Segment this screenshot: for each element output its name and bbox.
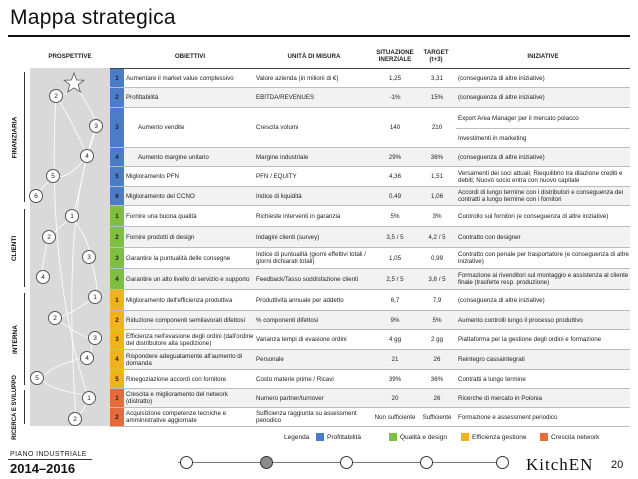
header-iniziative: INIZIATIVE (527, 52, 559, 60)
diagram-node-i2: 2 (48, 311, 62, 325)
objective-cell: Rispondere adeguatamente all'aumento di domanda (126, 352, 243, 367)
measure-cell: Costo materie prime / Ricavi (256, 375, 334, 383)
diagram-node-r2: 2 (68, 412, 82, 426)
perspective-finanziaria: FINANZIARIA (11, 116, 19, 158)
measure-cell: Indagini clienti (survey) (256, 233, 320, 241)
table-row (110, 248, 630, 269)
row-number: 1 (110, 69, 124, 87)
measure-cell: Produttività annuale per addetto (256, 296, 344, 304)
table-row (110, 227, 630, 248)
initiative-cell: Ricerche di mercato in Polonia (458, 394, 542, 402)
initiative-cell: Contratto con designer (458, 233, 521, 241)
objective-cell: Fornire prodotti di design (126, 233, 195, 241)
table-row (110, 330, 630, 350)
target-cell: 1,51 (430, 173, 444, 180)
footer-divider (8, 459, 92, 460)
legend-qualita: Qualità e design (400, 433, 447, 441)
measure-cell: Feedback/Tasso soddisfazione clienti (256, 275, 359, 283)
table-row (110, 206, 630, 227)
target-cell: 0,99 (430, 254, 444, 262)
measure-cell: Personale (256, 356, 284, 363)
legend-swatch-efficienza (461, 433, 469, 441)
diagram-node-c3: 3 (82, 250, 96, 264)
row-number: 1 (110, 206, 124, 226)
legend-swatch-redditivita (316, 433, 324, 441)
initiative-cell: Aumento controlli lungo il processo produttivo (458, 316, 583, 324)
kitchen-logo: KitchEN (526, 455, 594, 474)
cell-divider (456, 128, 630, 129)
progress-dot[interactable] (420, 456, 433, 469)
legend-efficienza: Efficienza gestione (472, 433, 527, 441)
baseline-cell: 5% (390, 212, 400, 220)
baseline-cell: 140 (389, 124, 401, 131)
objective-cell: Miglioramento del CCNO (126, 192, 195, 200)
progress-dot[interactable] (340, 456, 353, 469)
table-row (110, 187, 630, 206)
target-cell: 5% (432, 316, 442, 324)
table-row (110, 370, 630, 389)
target-cell: 36% (430, 153, 444, 161)
initiative-cell: (conseguenza di altre iniziative) (458, 74, 545, 82)
legend-redditivita: Profittabilità (327, 433, 361, 441)
target-cell: Sufficiente (422, 413, 452, 421)
perspective-clienti: CLIENTI (11, 235, 19, 261)
initiative-cell: Export Area Manager per il mercato polacco (458, 114, 579, 122)
target-cell: 7,9 (432, 296, 442, 304)
perspective-interna: INTERNA (11, 324, 19, 354)
table-row (110, 69, 630, 88)
row-number: 2 (110, 311, 124, 329)
target-cell: 36% (430, 375, 444, 383)
initiative-cell: Contratto con penale per trasportatore (e conseguenza di altre iniziative) (458, 251, 629, 265)
target-cell: 26 (433, 356, 441, 363)
baseline-cell: 1,05 (388, 254, 402, 262)
diagram-node-f5: 5 (46, 169, 60, 183)
initiative-cell: Piattaforma per la gestione degli ordini e formazione (458, 336, 602, 343)
row-number: 4 (110, 148, 124, 166)
objective-cell: Garantire la puntualità delle consegne (126, 254, 231, 262)
baseline-cell: 2,5 / 5 (386, 275, 404, 283)
progress-dot[interactable] (180, 456, 193, 469)
diagram-node-i4: 4 (80, 351, 94, 365)
initiative-cell: Contratti a lungo termine (458, 375, 526, 383)
diagram-node-f2: 2 (49, 89, 63, 103)
header-obiettivi: OBIETTIVI (174, 52, 206, 60)
page-title: Mappa strategica (10, 6, 176, 29)
baseline-cell: 39% (388, 375, 402, 383)
perspective-ricerca: RICERCA E SVILUPPO (11, 374, 18, 440)
diagram-node-f3: 3 (89, 119, 103, 133)
table-row (110, 167, 630, 187)
row-number: 4 (110, 350, 124, 369)
row-number: 4 (110, 269, 124, 289)
target-cell: 210 (431, 124, 443, 131)
baseline-cell: Non sufficiente (374, 413, 416, 421)
objective-cell: Aumento vendite (138, 124, 185, 131)
objective-cell: Crescita e miglioramento del network (distratto) (126, 391, 228, 405)
diagram-node-c1: 1 (65, 209, 79, 223)
baseline-cell: 20 (391, 394, 399, 402)
objective-cell: Miglioramento PFN (126, 173, 179, 180)
perspective-divider (24, 293, 25, 385)
baseline-cell: 4 gg (388, 336, 402, 343)
objective-cell: Rinegoziazione accordi con fornitore (126, 375, 227, 383)
row-number: 5 (110, 370, 124, 388)
initiative-cell: (conseguenza di altre iniziative) (458, 296, 545, 304)
objective-cell: Aumentare il market value complessivo (126, 74, 234, 82)
row-number: 3 (110, 248, 124, 268)
diagram-node-i3: 3 (88, 331, 102, 345)
legend-crescita: Crescita network (551, 433, 600, 441)
header-target: TARGET (t+3) (423, 49, 449, 63)
table-row (110, 269, 630, 290)
diagram-node-f6: 6 (29, 189, 43, 203)
row-number: 1 (110, 389, 124, 407)
diagram-node-i1: 1 (88, 290, 102, 304)
measure-cell: Numero partner/turnover (256, 394, 324, 402)
row-number: 2 (110, 227, 124, 247)
initiative-cell: Reintegro cassaintegrati (458, 356, 525, 363)
target-cell: 3% (432, 212, 442, 220)
measure-cell: Sufficienza raggiunta su assessment periodico (256, 410, 357, 424)
perspective-divider (24, 209, 25, 287)
row-number: 1 (110, 290, 124, 310)
objective-cell: Aumento margine unitario (138, 153, 209, 161)
row-number: 3 (110, 330, 124, 349)
footer-years: 2014–2016 (10, 461, 76, 476)
progress-dot[interactable] (496, 456, 509, 469)
page-number: 20 (611, 459, 624, 471)
diagram-node-c2: 2 (42, 230, 56, 244)
measure-cell: Varianza tempi di evasione ordini (256, 336, 347, 343)
progress-dot-active[interactable] (260, 456, 273, 469)
baseline-cell: 9% (390, 316, 400, 324)
diagram-node-r1: 1 (82, 391, 96, 405)
row-number: 2 (110, 408, 124, 426)
header-unita: UNITÀ DI MISURA (287, 52, 341, 60)
initiative-cell: (conseguenza di altre iniziative) (458, 94, 545, 101)
baseline-cell: 4,36 (388, 173, 402, 180)
table-row (110, 408, 630, 427)
baseline-cell: 0,49 (388, 192, 402, 200)
initiative-cell: Formazione ai rivenditori sul montaggio e assistenza al cliente finale (trasferte resp. produzione) (458, 272, 629, 286)
target-cell: 4,2 / 5 (428, 233, 446, 241)
diagram-node-f4: 4 (80, 149, 94, 163)
measure-cell: Margine industriale (256, 153, 309, 161)
objective-cell: Efficienza nell'evasione degli ordini (dall'ordine del distributore alla spedizione) (126, 332, 254, 347)
target-cell: 3,31 (430, 74, 444, 82)
row-number: 2 (110, 88, 124, 107)
perspective-divider (24, 390, 25, 424)
measure-cell: Indice di puntualità (giorni effettivi totali / giorni dichiarati totali) (256, 251, 366, 265)
objective-cell: Garantire un alto livello di servizio e supporto (126, 275, 250, 283)
legend-title: Legenda (284, 433, 310, 441)
measure-cell: EBITDA/REVENUES (256, 94, 315, 101)
table-row (110, 350, 630, 370)
objective-cell: Riduzione componenti semilavorati difettosi (126, 316, 245, 324)
table-row (110, 389, 630, 408)
measure-cell: Richieste interventi in garanzia (256, 212, 341, 220)
initiative-cell: Versamenti dei soci attuali; Riequilibrio tra dilazione crediti e debiti; Nuovo socio entra con nuovo capitale (458, 169, 623, 184)
title-divider (8, 35, 630, 37)
baseline-cell: 1,25 (388, 74, 402, 82)
measure-cell: Valore azienda (in milioni di €) (256, 74, 339, 82)
initiative-cell: Formazione e assessment periodico (458, 413, 558, 421)
objective-cell: Miglioramento dell'efficienza produttiva (126, 296, 233, 304)
legend-swatch-qualita (389, 433, 397, 441)
header-prospettive: PROSPETTIVE (48, 52, 92, 60)
target-cell: 3,8 / 5 (428, 275, 446, 283)
legend-swatch-crescita (540, 433, 548, 441)
target-cell: 2 gg (430, 336, 444, 343)
baseline-cell: 3,5 / 5 (386, 233, 404, 241)
table-row (110, 311, 630, 330)
perspective-divider (24, 72, 25, 202)
objective-cell: Acquisizione competenze tecniche e amministrative aggiornate (126, 410, 227, 424)
table-row (110, 290, 630, 311)
footer-label: PIANO INDUSTRIALE (10, 451, 87, 458)
measure-cell: PFN / EQUITY (256, 173, 297, 180)
objective-cell: Fornire una buona qualità (126, 212, 197, 220)
star-icon (63, 72, 85, 94)
measure-cell: Indice di liquidità (256, 192, 302, 200)
table-row (110, 88, 630, 108)
initiative-cell: (conseguenza di altre iniziative) (458, 153, 545, 161)
measure-cell: Crescita volumi (256, 124, 299, 131)
target-cell: 15% (430, 94, 444, 101)
diagram-node-i5: 5 (30, 371, 44, 385)
diagram-node-c4: 4 (36, 270, 50, 284)
header-situazione: SITUAZIONE INERZIALE (376, 49, 414, 63)
initiative-cell: Accordi di lungo termine con i distributori e conseguenza dei contratti a lungo termine con i fornitori (458, 189, 624, 203)
baseline-cell: 29% (388, 153, 402, 161)
measure-cell: % componenti difettosi (256, 316, 319, 324)
objective-cell: Profittabilità (126, 94, 159, 101)
row-number: 6 (110, 187, 124, 205)
initiative-cell: Controllo sui fornitori (e conseguenza di altre iniziative) (458, 212, 609, 220)
baseline-cell: 6,7 (390, 296, 400, 304)
row-number: 5 (110, 167, 124, 186)
target-cell: 1,06 (430, 192, 444, 200)
baseline-cell: -1% (389, 94, 401, 101)
baseline-cell: 21 (391, 356, 399, 363)
table-row (110, 148, 630, 167)
target-cell: 26 (433, 394, 441, 402)
initiative-cell: Investimenti in marketing (458, 134, 527, 142)
row-number: 3 (110, 108, 124, 147)
